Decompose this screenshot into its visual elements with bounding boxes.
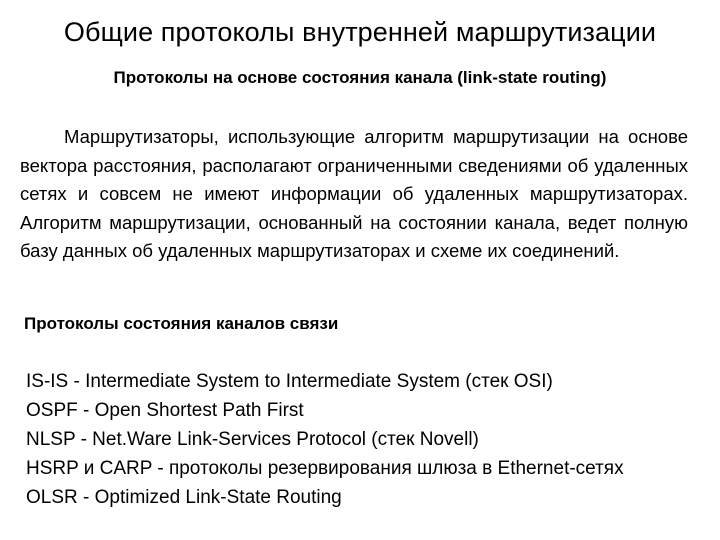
slide-subtitle: Протоколы на основе состояния канала (link-state routing): [113, 68, 607, 87]
slide-title: Общие протоколы внутренней маршрутизации: [63, 17, 657, 47]
protocol-item-ospf: OSPF - Open Shortest Path First: [26, 400, 304, 421]
section-heading: Протоколы состояния каналов связи: [24, 314, 339, 333]
protocol-list: [26, 367, 706, 512]
protocol-item-nlsp: NLSP - Net.Ware Link-Services Protocol (стек Novell): [26, 429, 479, 450]
protocol-item-hsrp-carp: HSRP и CARP - протоколы резервирования шлюза в Ethernet-сетях: [26, 458, 624, 479]
body-paragraph: Маршрутизаторы, использующие алгоритм маршрутизации на основе вектора расстояния, располагают ограниченными сведениями об удаленных сетях и совсем не имеют информации об удаленных маршрутизаторах. Алгоритм маршрутизации, основанный на состоянии канала, ведет полную базу данных об удаленных маршрутизаторах и схеме их соединений.: [20, 126, 688, 262]
protocol-item-is-is: IS-IS - Intermediate System to Intermediate System (стек OSI): [26, 371, 553, 392]
protocol-item-olsr: OLSR - Optimized Link-State Routing: [26, 487, 342, 508]
